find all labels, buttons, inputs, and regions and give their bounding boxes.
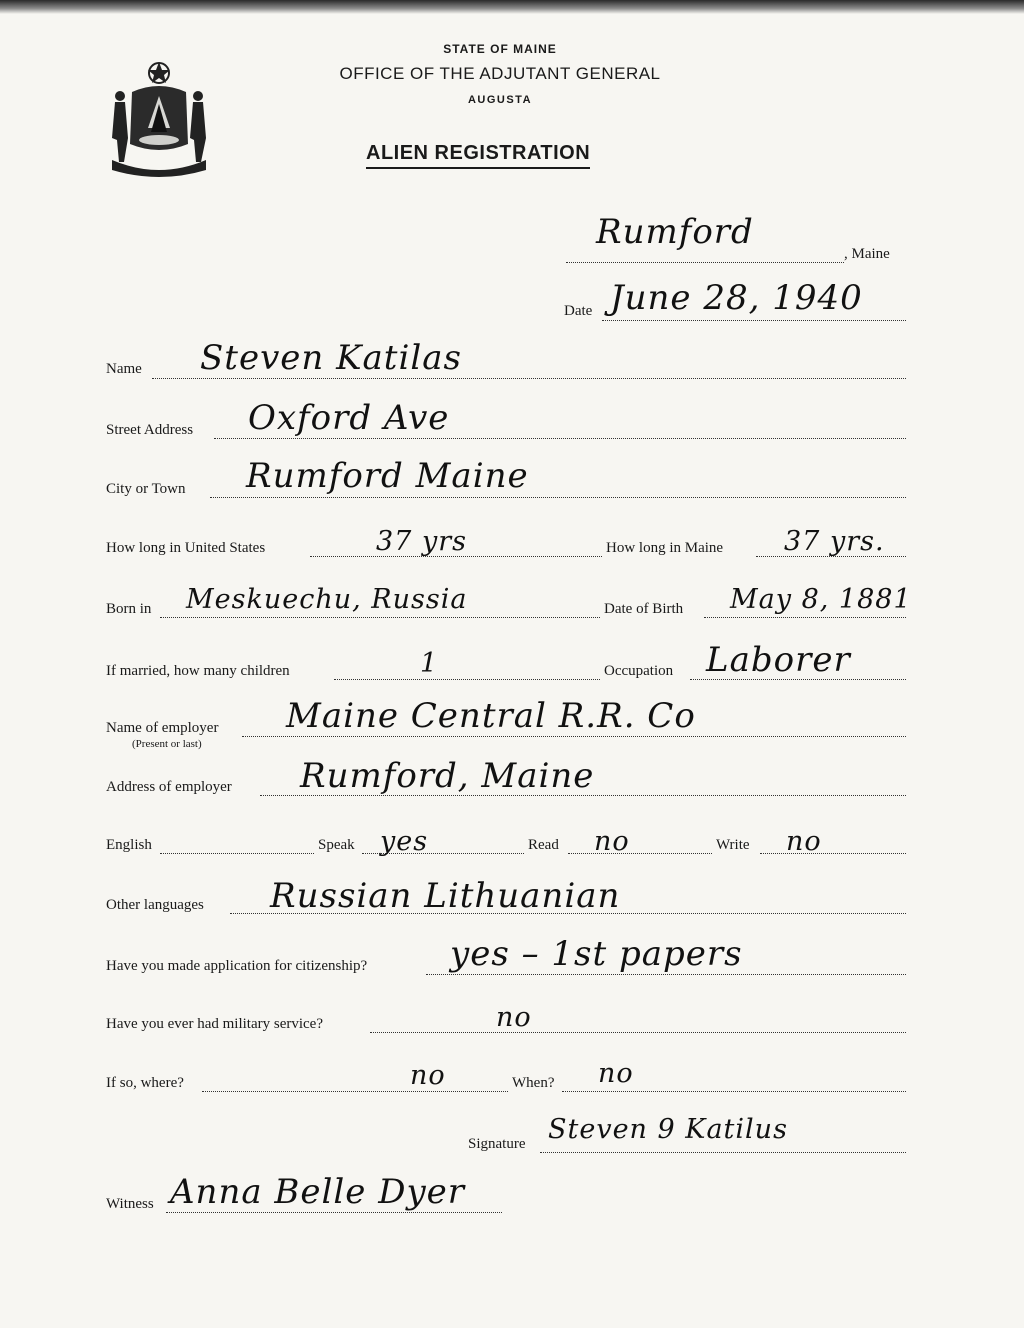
witness-value: Anna Belle Dyer [170,1172,466,1212]
born-line [160,617,600,618]
read-value: no [594,826,630,857]
city-value: Rumford Maine [246,456,529,496]
occupation-label: Occupation [604,663,674,679]
us-time-label: How long in United States [106,540,266,556]
date-value: June 28, 1940 [610,278,863,318]
born-label: Born in [106,601,152,617]
signature-value: Steven 9 Katilus [548,1114,788,1145]
me-time-value: 37 yrs. [784,526,885,557]
where-value: no [410,1060,446,1091]
dob-label: Date of Birth [604,601,684,617]
name-label: Name [106,361,142,377]
dob-value: May 8, 1881 [730,584,912,615]
scan-edge [0,0,1024,14]
witness-label: Witness [106,1196,154,1212]
street-label: Street Address [106,422,194,438]
signature-line [540,1152,906,1153]
me-time-label: How long in Maine [606,540,724,556]
read-line [568,853,712,854]
citizenship-value: yes – 1st papers [450,934,743,974]
header-office: OFFICE OF THE ADJUTANT GENERAL [339,64,661,83]
born-value: Meskuechu, Russia [186,584,468,615]
street-value: Oxford Ave [248,398,450,438]
write-line [760,853,906,854]
name-value: Steven Katilas [200,338,462,378]
header-state: STATE OF MAINE [443,42,557,56]
employer-label: Name of employer [106,720,219,736]
town-line [566,262,844,263]
town-value: Rumford [596,212,754,252]
employer-note: (Present or last) [132,738,202,750]
when-label: When? [512,1075,555,1091]
citizenship-line [426,974,906,975]
street-line [214,438,906,439]
employer-value: Maine Central R.R. Co [286,696,696,736]
military-label: Have you ever had military service? [106,1016,323,1032]
date-line [602,320,906,321]
where-label: If so, where? [106,1075,184,1091]
speak-value: yes [380,826,429,857]
english-line [160,853,314,854]
occupation-value: Laborer [706,640,851,680]
dob-line [704,617,906,618]
emp-address-label: Address of employer [106,779,232,795]
where-line [202,1091,508,1092]
english-label: English [106,837,152,853]
city-label: City or Town [106,481,186,497]
read-label: Read [528,837,559,853]
when-value: no [598,1058,634,1089]
emp-address-value: Rumford, Maine [300,756,595,796]
city-line [210,497,906,498]
speak-label: Speak [318,837,355,853]
children-line [334,679,600,680]
write-value: no [786,826,822,857]
citizenship-label: Have you made application for citizenship? [106,958,368,974]
header-city: AUGUSTA [467,94,533,106]
date-label: Date [564,303,593,319]
maine-label: , Maine [844,246,890,262]
military-value: no [496,1002,532,1033]
form-title: ALIEN REGISTRATION [366,142,590,169]
maine-state-seal-icon [104,56,214,178]
signature-label: Signature [468,1136,526,1152]
military-line [370,1032,906,1033]
us-time-value: 37 yrs [376,526,467,557]
when-line [562,1091,906,1092]
other-lang-value: Russian Lithuanian [270,876,621,916]
write-label: Write [716,837,750,853]
other-lang-label: Other languages [106,897,204,913]
children-label: If married, how many children [106,663,290,679]
witness-line [166,1212,502,1213]
employer-line [242,736,906,737]
name-line [152,378,906,379]
children-value: 1 [420,648,439,679]
